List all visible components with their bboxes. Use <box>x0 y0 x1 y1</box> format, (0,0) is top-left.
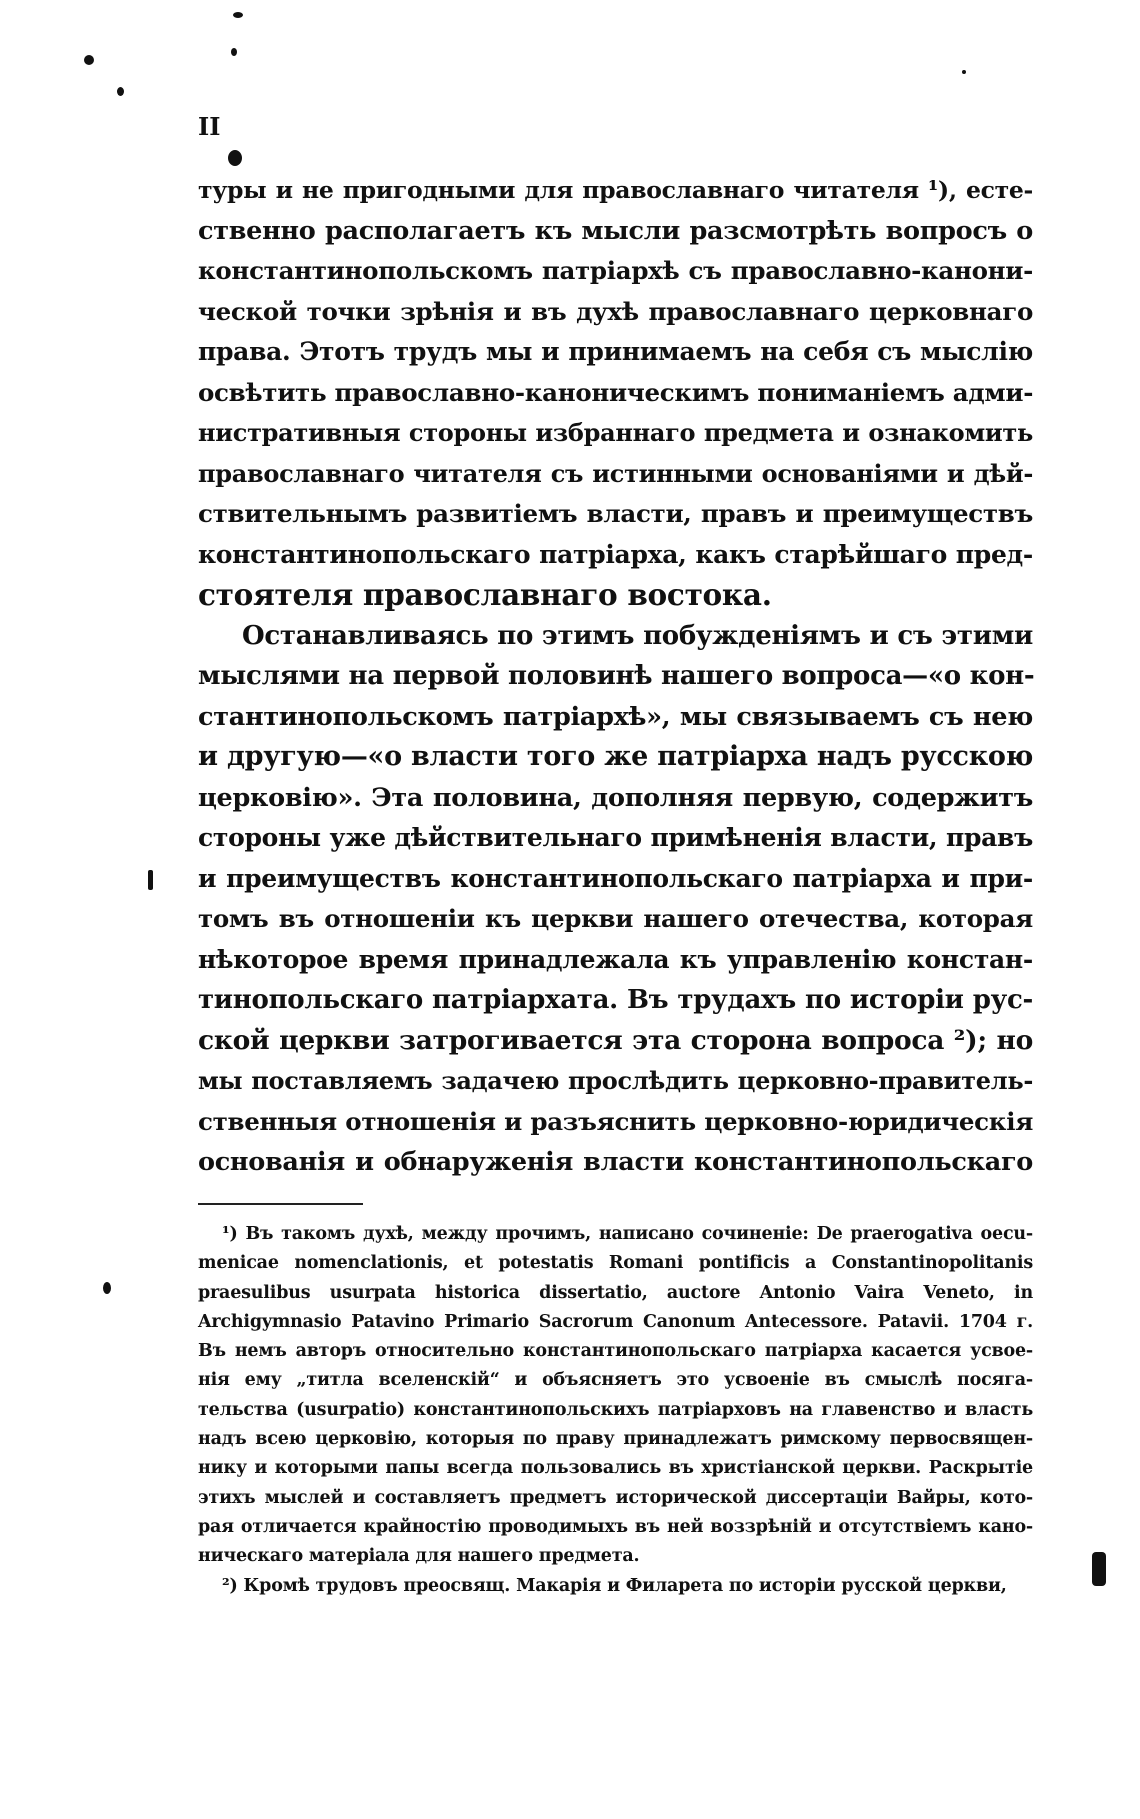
footnote-line: ¹) Въ такомъ духѣ, между прочимъ, написано сочиненіе: De praerogativa oecu- <box>222 1224 1033 1244</box>
footnote-line: Въ немъ авторъ относительно константинопольскаго патріарха касается усвое- <box>198 1341 1033 1362</box>
footnote-line: praesulibus usurpata historica dissertatio, auctore Antonio Vaira Veneto, in <box>198 1282 1033 1303</box>
text-line: константинопольскаго патріарха, какъ старѣйшаго пред- <box>198 539 1033 569</box>
text-line: Останавливаясь по этимъ побужденіямъ и съ этими <box>242 620 1033 651</box>
text-line: права. Этотъ трудъ мы и принимаемъ на себя съ мыслію <box>198 337 1033 366</box>
footnote-line: тельства (usurpatio) константинопольскихъ патріарховъ на главенство и власть <box>198 1399 1033 1420</box>
text-line: ственныя отношенія и разъяснить церковно-юридическія <box>198 1106 1033 1136</box>
text-line: стоятеля православнаго востока. <box>198 577 772 612</box>
text-line: и другую—«о власти того же патріарха надъ русскою <box>198 741 1033 772</box>
ink-speck <box>1092 1552 1106 1586</box>
footnote-line: ²) Кромѣ трудовъ преосвящ. Макарія и Филарета по исторіи русской церкви, <box>222 1575 1007 1596</box>
footnote-line: Archigymnasio Patavino Primario Sacrorum Canonum Antecessore. Patavii. 1704 г. <box>198 1311 1033 1332</box>
footnote-divider <box>198 1203 363 1205</box>
text-line: освѣтить православно-каноническимъ пониманіемъ адми- <box>198 377 1034 407</box>
footnotes <box>198 1220 1033 1601</box>
text-line: стантинопольскомъ патріархѣ», мы связываемъ съ нею <box>198 701 1033 732</box>
footnote-line: menicae nomenclationis, et potestatis Romani pontificis a Constantinopolitanis <box>198 1253 1033 1274</box>
text-line: тинопольскаго патріархата. Въ трудахъ по исторіи рус- <box>198 985 1033 1015</box>
ink-speck <box>228 150 242 166</box>
text-line: ской церкви затрогивается эта сторона вопроса ²); но <box>198 1024 1033 1056</box>
text-line: церковію». Эта половина, дополняя первую, содержитъ <box>198 782 1033 813</box>
page-number: II <box>198 112 221 141</box>
text-line: мыслями на первой половинѣ нашего вопроса—«о кон- <box>198 661 1035 691</box>
text-line: туры и не пригодными для православнаго читателя ¹), есте- <box>198 176 1033 204</box>
footnote-line: этихъ мыслей и составляетъ предметъ исторической диссертаціи Вайры, кото- <box>198 1487 1033 1508</box>
text-line: мы поставляемъ задачею прослѣдить церковно-правитель- <box>198 1066 1033 1095</box>
text-line: стороны уже дѣйствительнаго примѣненія власти, правъ <box>198 823 1033 852</box>
text-line: ческой точки зрѣнія и въ духѣ православнаго церковнаго <box>198 296 1033 326</box>
footnote-line: рая отличается крайностію проводимыхъ въ ней воззрѣній и отсутствіемъ кано- <box>198 1516 1033 1537</box>
footnote-line: нику и которыми папы всегда пользовались въ христіанской церкви. Раскрытіе <box>198 1458 1033 1479</box>
text-line: константинопольскомъ патріархѣ съ православно-канони- <box>198 256 1033 285</box>
text-line: нистративныя стороны избраннаго предмета и ознакомить <box>198 418 1033 447</box>
ink-speck <box>233 12 243 18</box>
text-line: нѣкоторое время принадлежала къ управленію констан- <box>198 944 1033 974</box>
ink-speck <box>962 70 966 74</box>
footnote-line: ническаго матеріала для нашего предмета. <box>198 1546 640 1567</box>
ink-speck <box>117 87 124 96</box>
ink-speck <box>231 48 237 56</box>
footnote-line: нія ему „титла вселенскій“ и объясняетъ это усвоеніе въ смыслѣ посяга- <box>198 1370 1033 1391</box>
main-text <box>198 170 1033 1183</box>
text-line: основанія и обнаруженія власти константинопольскаго <box>198 1147 1033 1177</box>
footnote-line: надъ всею церковію, которыя по праву принадлежатъ римскому первосвящен- <box>198 1429 1033 1450</box>
text-line: ственно располагаетъ къ мысли разсмотрѣть вопросъ о <box>198 215 1033 246</box>
text-line: томъ въ отношеніи къ церкви нашего отечества, которая <box>198 904 1033 933</box>
ink-speck <box>84 55 94 65</box>
text-line: и преимуществъ константинопольскаго патріарха и при- <box>198 863 1033 893</box>
text-line: ствительнымъ развитіемъ власти, правъ и преимуществъ <box>198 499 1033 528</box>
ink-speck <box>103 1282 111 1294</box>
text-line: православнаго читателя съ истинными основаніями и дѣй- <box>198 458 1033 488</box>
ink-speck <box>148 870 153 890</box>
